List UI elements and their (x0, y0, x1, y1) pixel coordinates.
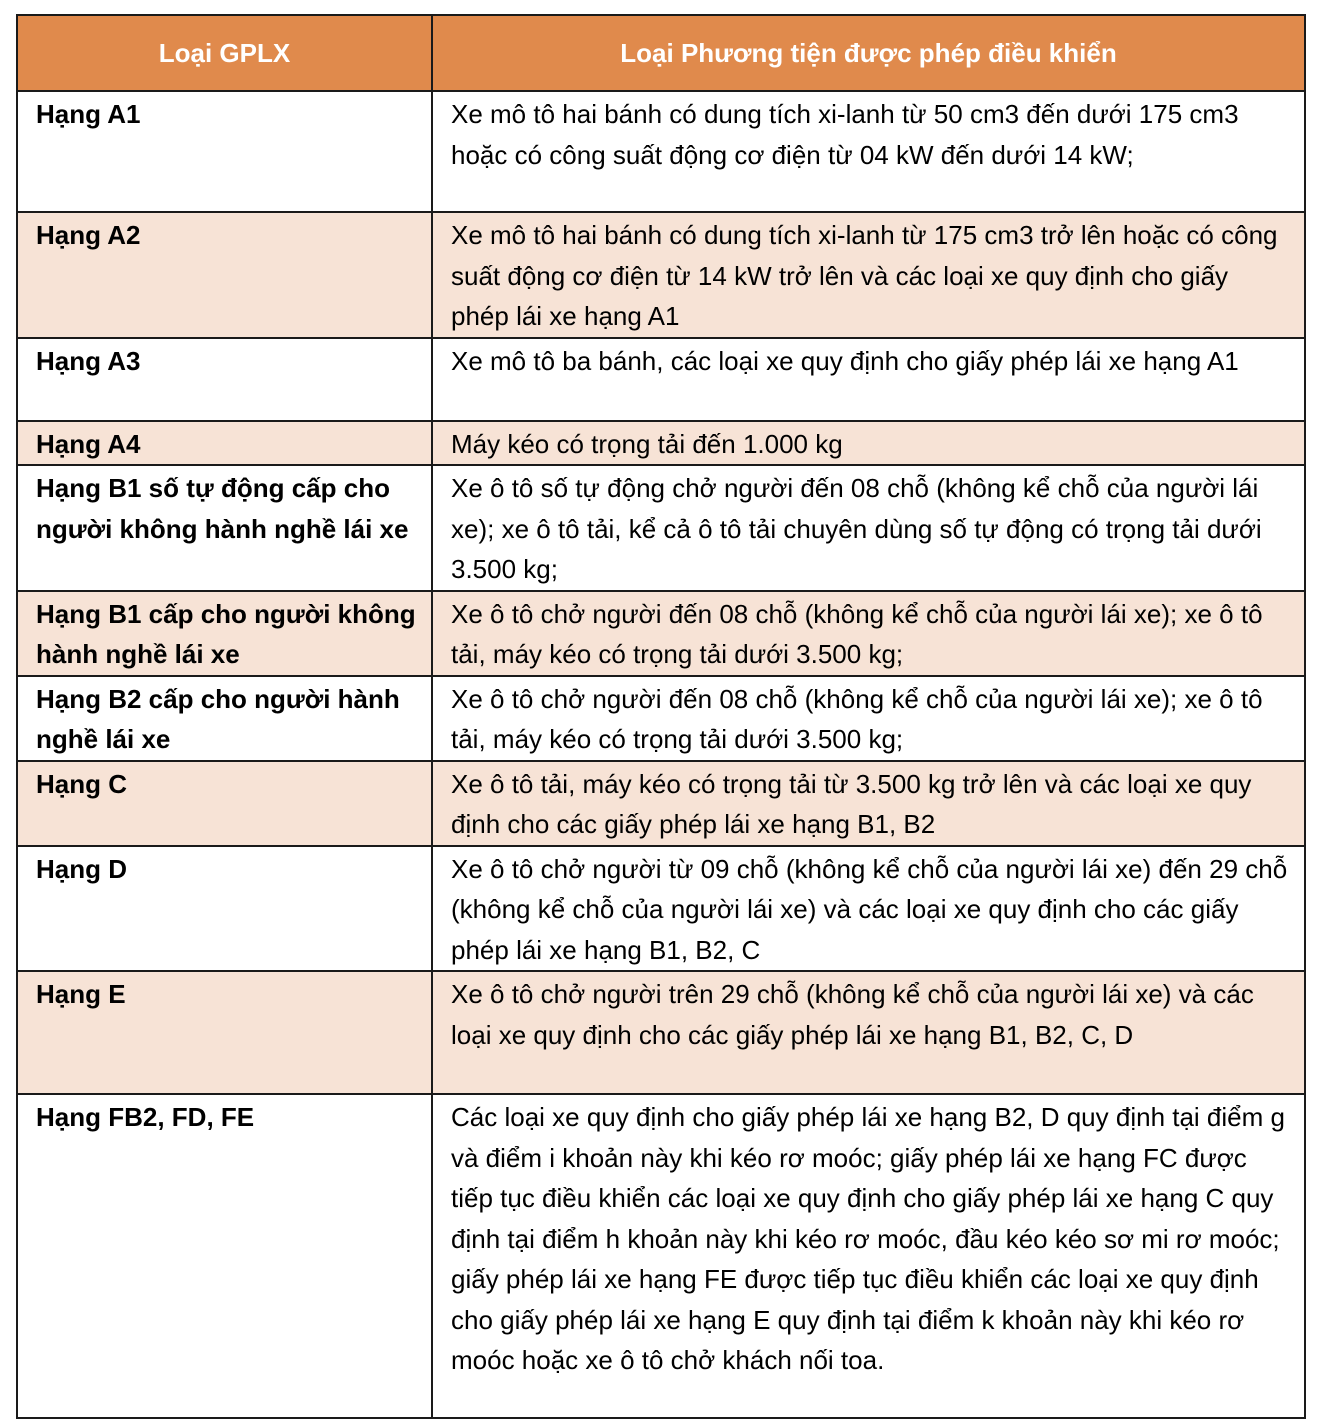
table-row (17, 91, 1305, 212)
vehicle-description: Xe ô tô chở người trên 29 chỗ (không kể chỗ của người lái xe) và các loại xe quy định cho các giấy phép lái xe hạng B1, B2, C, D (432, 971, 1305, 1094)
table-row (17, 212, 1305, 338)
table-row (17, 761, 1305, 846)
license-class-table (16, 14, 1306, 1419)
table-row (17, 465, 1305, 591)
license-class-label: Hạng A3 (17, 338, 432, 421)
table-row (17, 971, 1305, 1094)
table-row (17, 1094, 1305, 1418)
header-license-type: Loại GPLX (17, 15, 432, 91)
license-class-label: Hạng A4 (17, 421, 432, 466)
vehicle-description: Các loại xe quy định cho giấy phép lái xe hạng B2, D quy định tại điểm g và điểm i khoản này khi kéo rơ moóc; giấy phép lái xe hạng FC được tiếp tục điều khiển các loại xe quy định cho giấy phép lái xe hạng C quy định tại điểm h khoản này khi kéo rơ moóc, đầu kéo kéo sơ mi rơ moóc; giấy phép lái xe hạng FE được tiếp tục điều khiển các loại xe quy định cho giấy phép lái xe hạng E quy định tại điểm k khoản này khi kéo rơ moóc hoặc xe ô tô chở khách nối toa. (432, 1094, 1305, 1418)
license-class-label: Hạng A2 (17, 212, 432, 338)
vehicle-description: Xe mô tô hai bánh có dung tích xi-lanh từ 50 cm3 đến dưới 175 cm3 hoặc có công suất động cơ điện từ 04 kW đến dưới 14 kW; (432, 91, 1305, 212)
vehicle-description: Xe ô tô số tự động chở người đến 08 chỗ (không kể chỗ của người lái xe); xe ô tô tải, kể cả ô tô tải chuyên dùng số tự động có trọng tải dưới 3.500 kg; (432, 465, 1305, 591)
vehicle-description: Xe ô tô chở người đến 08 chỗ (không kể chỗ của người lái xe); xe ô tô tải, máy kéo có trọng tải dưới 3.500 kg; (432, 591, 1305, 676)
vehicle-description: Xe ô tô chở người đến 08 chỗ (không kể chỗ của người lái xe); xe ô tô tải, máy kéo có trọng tải dưới 3.500 kg; (432, 676, 1305, 761)
license-class-label: Hạng A1 (17, 91, 432, 212)
vehicle-description: Xe ô tô chở người từ 09 chỗ (không kể chỗ của người lái xe) đến 29 chỗ (không kể chỗ của người lái xe) và các loại xe quy định cho các giấy phép lái xe hạng B1, B2, C (432, 846, 1305, 972)
license-class-label: Hạng FB2, FD, FE (17, 1094, 432, 1418)
table-row (17, 421, 1305, 466)
table-row (17, 591, 1305, 676)
table-row (17, 846, 1305, 972)
license-class-label: Hạng B2 cấp cho người hành nghề lái xe (17, 676, 432, 761)
license-class-label: Hạng D (17, 846, 432, 972)
table-row (17, 676, 1305, 761)
header-vehicle-type: Loại Phương tiện được phép điều khiển (432, 15, 1305, 91)
license-class-label: Hạng E (17, 971, 432, 1094)
license-class-label: Hạng B1 số tự động cấp cho người không hành nghề lái xe (17, 465, 432, 591)
license-class-label: Hạng C (17, 761, 432, 846)
vehicle-description: Xe mô tô hai bánh có dung tích xi-lanh từ 175 cm3 trở lên hoặc có công suất động cơ điện từ 14 kW trở lên và các loại xe quy định cho giấy phép lái xe hạng A1 (432, 212, 1305, 338)
license-table-container (16, 14, 1304, 1419)
table-header-row (17, 15, 1305, 91)
vehicle-description: Máy kéo có trọng tải đến 1.000 kg (432, 421, 1305, 466)
vehicle-description: Xe mô tô ba bánh, các loại xe quy định cho giấy phép lái xe hạng A1 (432, 338, 1305, 421)
license-class-label: Hạng B1 cấp cho người không hành nghề lái xe (17, 591, 432, 676)
vehicle-description: Xe ô tô tải, máy kéo có trọng tải từ 3.500 kg trở lên và các loại xe quy định cho các giấy phép lái xe hạng B1, B2 (432, 761, 1305, 846)
table-row (17, 338, 1305, 421)
